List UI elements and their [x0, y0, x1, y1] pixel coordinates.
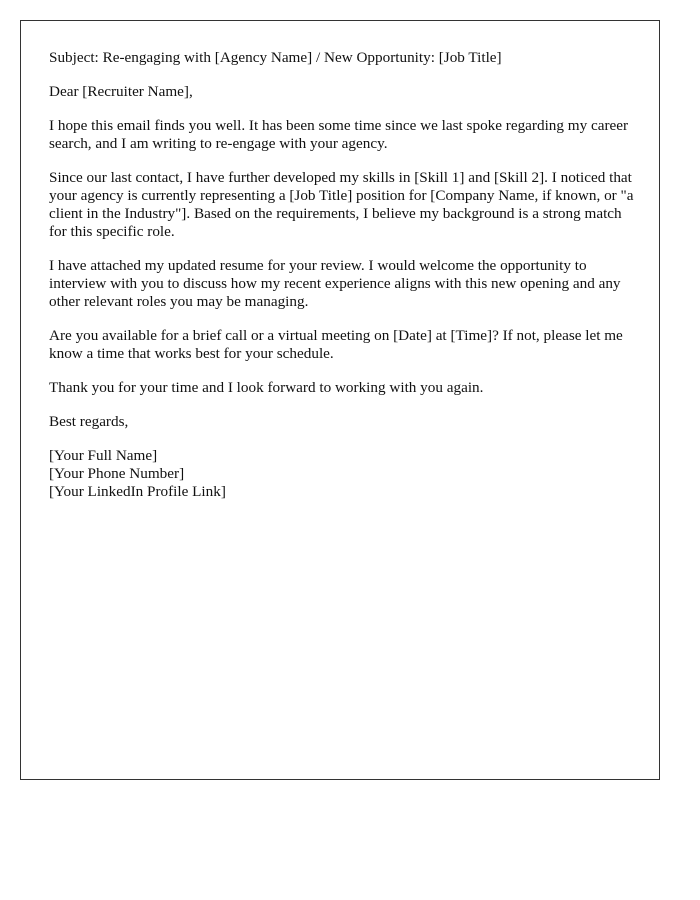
signature-block — [49, 447, 639, 501]
email-greeting: Dear [Recruiter Name], — [49, 83, 193, 100]
paragraph-resume: I have attached my updated resume for your review. I would welcome the opportunity to interview with you to discuss how my recent experience aligns with this new opening and any other relevant roles you may be managing. — [49, 257, 621, 310]
signature-linkedin: [Your LinkedIn Profile Link] — [49, 483, 226, 500]
signature-phone: [Your Phone Number] — [49, 465, 185, 482]
paragraph-thanks: Thank you for your time and I look forward to working with you again. — [49, 379, 484, 396]
paragraph-skills: Since our last contact, I have further developed my skills in [Skill 1] and [Skill 2]. I noticed that your agency is currently representing a [Job Title] position for [Company Name, if known, or "a client in the Industry"]. Based on the requirements, I believe my background is a strong match for this specific role. — [49, 169, 634, 240]
paragraph-meeting: Are you available for a brief call or a virtual meeting on [Date] at [Time]? If not, please let me know a time that works best for your schedule. — [49, 327, 623, 362]
signature-name: [Your Full Name] — [49, 447, 158, 464]
email-body — [49, 49, 639, 501]
email-subject: Subject: Re-engaging with [Agency Name] / New Opportunity: [Job Title] — [49, 49, 502, 66]
letter-page — [20, 20, 660, 780]
paragraph-intro: I hope this email finds you well. It has been some time since we last spoke regarding my career search, and I am writing to re-engage with your agency. — [49, 117, 629, 152]
email-closing: Best regards, — [49, 413, 129, 430]
